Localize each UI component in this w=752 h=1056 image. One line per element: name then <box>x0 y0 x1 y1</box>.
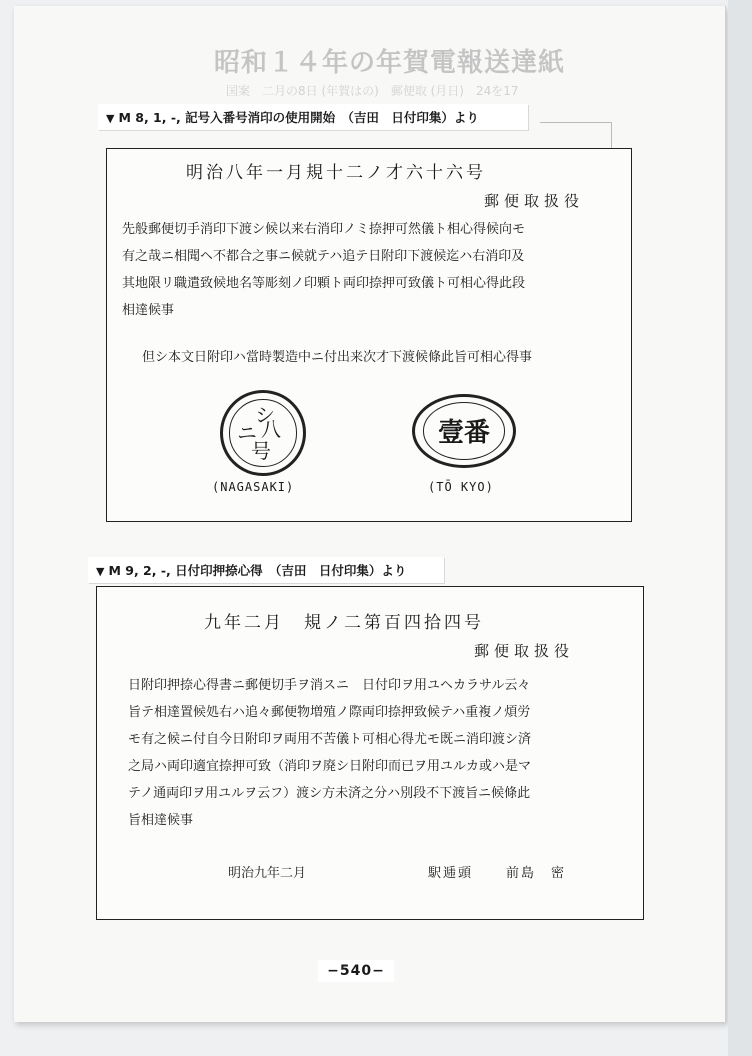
nagasaki-postmark-seal <box>220 390 306 476</box>
bleed-through-title: 昭和１４年の年賀電報送達紙 <box>214 48 566 78</box>
section2-body <box>128 672 531 834</box>
seal-char: ニ <box>237 421 257 445</box>
section1-line: 有之哉ニ相聞ヘ不都合之事ニ候就テハ追テ日附印下渡候迄ハ右消印及 <box>122 249 525 264</box>
bleed-through-box <box>540 122 612 148</box>
seal-chars: 壹番 <box>437 418 490 449</box>
seal-char: 八 <box>261 417 281 441</box>
nagasaki-caption: (NAGASAKI) <box>212 480 295 494</box>
section2-label-text: M 9, 2, -, 日付印押捺心得 （吉田 日付印集）より <box>108 563 407 578</box>
section1-label-text: M 8, 1, -, 記号入番号消印の使用開始 （吉田 日付印集）より <box>118 110 479 125</box>
scanner-edge <box>728 0 752 1056</box>
section1-line: 其地限リ職遣致候地名等彫刻ノ印顆ト両印捺押可致儀ト可相心得此段 <box>122 276 526 291</box>
tokyo-caption: (TŌ KYO) <box>428 480 494 494</box>
signer-name: 前島 密 <box>506 866 567 881</box>
triangle-down-icon: ▼ <box>96 565 105 578</box>
signer-title: 駅逓頭 <box>428 866 474 881</box>
section2-heading: 九年二月 規ノ二第百四拾四号 <box>204 613 484 633</box>
seal-char: 号 <box>251 439 271 463</box>
section1-label <box>98 104 528 130</box>
seal-char: シ <box>255 403 275 427</box>
section2-line: 日附印押捺心得書ニ郵便切手ヲ消スニ 日付印ヲ用ユヘカラサル云々 <box>128 678 531 693</box>
section1-body <box>122 216 525 324</box>
section2-department: 郵便取扱役 <box>474 642 575 660</box>
tokyo-postmark-seal <box>412 394 516 468</box>
section1-heading: 明治八年一月規十二ノ才六十六号 <box>186 163 486 183</box>
section2-line: 旨相達候事 <box>128 813 194 828</box>
section2-label <box>88 557 444 583</box>
section2-line: 之局ハ両印適宜捺押可致（消印ヲ廃シ日附印而已ヲ用ユルカ或ハ是マ <box>128 759 532 774</box>
bleed-through-subtitle: 国案 二月の8日 (年賀はの) 郵便取 (月日) 24を17 <box>226 84 519 98</box>
section1-department: 郵便取扱役 <box>484 192 585 210</box>
section1-line: 相達候事 <box>122 303 175 318</box>
triangle-down-icon: ▼ <box>106 112 115 125</box>
section1-line: 先般郵便切手消印下渡シ候以来右消印ノミ捺押可然儀ト相心得候向モ <box>122 222 526 237</box>
section2-line: 旨テ相達置候処右ハ追々郵便物増殖ノ際両印捺押致候テハ重複ノ煩労 <box>128 705 531 720</box>
section2-date: 明治九年二月 <box>228 866 307 881</box>
section2-line: テノ通両印ヲ用ユルヲ云フ）渡シ方未済之分ハ別段不下渡旨ニ候條此 <box>128 786 531 801</box>
page-number: −540− <box>318 960 394 982</box>
section1-note: 但シ本文日附印ハ當時製造中ニ付出来次才下渡候條此旨可相心得事 <box>142 350 533 365</box>
section2-line: モ有之候ニ付自今日附印ヲ両用不苦儀ト可相心得尤モ既ニ消印渡シ済 <box>128 732 532 747</box>
